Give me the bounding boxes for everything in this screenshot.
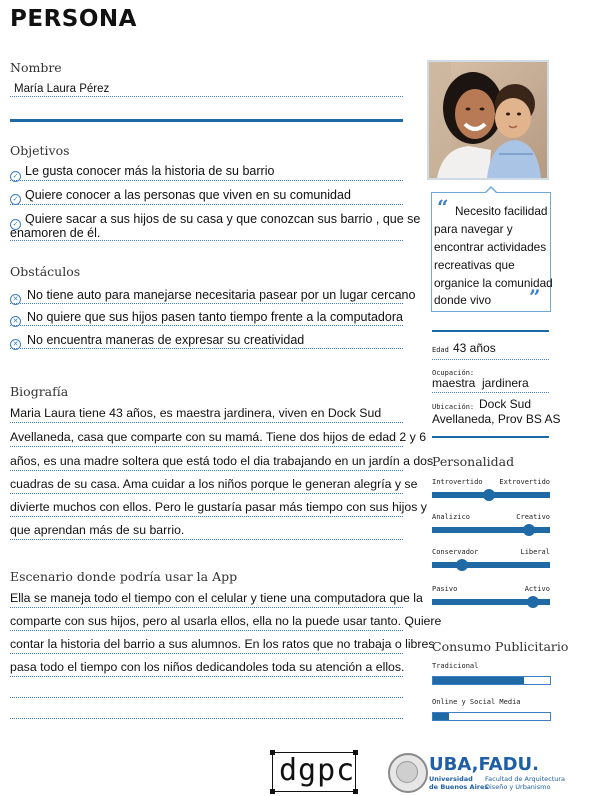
divider [432,392,549,393]
quote-pointer-inner [485,188,497,194]
seal-inner [396,761,418,783]
page-title: PERSONA [10,6,137,32]
biografia-line: años, es una madre soltera que está todo el dia trabajando en un jardín a dos [10,454,434,468]
divider [432,359,549,360]
divider [10,630,403,631]
objetivos-label: Objetivos [10,143,70,158]
ubicacion-label: Ubicación: [432,403,475,411]
nombre-label: Nombre [10,60,62,75]
obstaculo-item: No quiere que sus hijos pasen tanto tiempo frente a la computadora [27,310,403,324]
objetivo-item: Quiere conocer a las personas que viven en su comunidad [25,188,351,202]
divider [10,470,403,471]
consumo-label: Consumo Publicitario [432,639,569,654]
objetivo-item: Quiere sacar a sus hijos de su casa y que conozcan sus barrio , que se [25,212,421,226]
quote-line: recreativas que [434,258,515,272]
section-rule [432,436,549,438]
ubicacion-value: Dock Sud [479,397,532,411]
fadu-text: FADU. [478,754,540,775]
consumo-bar [432,712,551,721]
close-icon: ✕ [10,339,21,350]
slider-knob[interactable] [523,524,535,536]
divider [10,446,403,447]
ubicacion-value-2: Avellaneda, Prov BS AS [432,412,561,426]
divider [10,676,403,677]
dgpc-logo [272,752,356,792]
objetivo-item: enamoren de él. [10,226,101,240]
uni-line: de Buenos Aires [429,782,489,791]
slider-knob[interactable] [456,559,468,571]
check-icon: ✓ [10,171,21,182]
quote-line: Necesito facilidad [455,204,548,218]
consumo-bar [432,676,551,685]
quote-line: organice la comunidad [434,276,553,290]
slider-left-label: Analizico [432,513,470,521]
slider-left-label: Pasivo [432,585,458,593]
divider [10,653,403,654]
consumo-bar-label: Tradicional [432,662,479,670]
divider [10,422,403,423]
corner-mark [270,789,275,794]
fac-line: Diseño y Urbanismo [485,782,551,791]
divider [10,348,403,349]
divider [10,96,403,97]
check-icon: ✓ [10,219,21,230]
slider-track[interactable] [432,562,550,568]
escenario-line: Ella se maneja todo el tiempo con el celular y tiene una computadora que la [10,591,423,605]
consumo-bar-fill [433,677,524,684]
nombre-value: María Laura Pérez [14,83,110,95]
obstaculo-item: No encuentra maneras de expresar su creatividad [27,333,305,347]
section-rule [432,330,549,332]
consumo-bar-label: Online y Social Media [432,698,521,706]
uba-university [429,776,488,791]
uba-seal-icon [388,753,428,793]
slider-knob[interactable] [527,596,539,608]
quote-line: encontrar actividades [434,240,547,254]
divider [10,697,403,698]
slider-right-label: Extrovertido [499,478,550,486]
slider-left-label: Conservador [432,548,479,556]
obstaculo-item: No tiene auto para manejarse necesitaria pasear por un lugar cercano [27,288,416,302]
ocupacion-value: maestra jardinera [432,376,529,390]
corner-mark [353,789,358,794]
obstaculos-label: Obstáculos [10,264,81,279]
objetivo-item: Le gusta conocer más la historia de su barrio [25,164,275,178]
edad-value: 43 años [453,341,496,355]
edad-label: Edad [432,346,449,354]
close-quote-icon: ” [529,285,541,309]
escenario-line: contar la historia del barrio a sus alumnos. En los ratos que no trabaja o libres [10,637,435,651]
uba-text: UBA [429,754,472,775]
slider-right-label: Creativo [516,513,550,521]
slider-right-label: Activo [524,585,550,593]
slider-left-label: Introvertido [432,478,483,486]
open-quote-icon: “ [437,195,449,219]
biografia-line: cuadras de su casa. Ama cuidar a los niños porque le generan alegría y se [10,477,418,491]
section-rule [10,119,403,122]
uni-line: Universidad [429,775,473,783]
persona-photo [427,60,549,180]
divider [10,718,403,719]
personalidad-label: Personalidad [432,454,515,469]
close-icon: ✕ [10,294,21,305]
biografia-line: divierte muchos con ellos. Pero le gustaría pasar más tiempo con sus hijos y [10,500,427,514]
comma: , [471,754,479,775]
close-icon: ✕ [10,316,21,327]
slider-knob[interactable] [483,489,495,501]
fac-line: Facultad de Arquitectura [485,775,566,783]
uba-fadu-logo [429,754,539,775]
quote-line: para navegar y [434,222,513,236]
dgpc-text: dgpc [279,753,356,788]
escenario-label: Escenario donde podría usar la App [10,569,238,584]
check-icon: ✓ [10,194,21,205]
biografia-label: Biografía [10,384,69,399]
divider [10,516,403,517]
escenario-line: comparte con sus hijos, pero al usarla ellos, ella no la puede usar tanto. Quiere [10,614,442,628]
divider [10,325,403,326]
biografia-line: que aprendan más de su barrio. [10,523,185,537]
biografia-line: Avellaneda, casa que comparte con su mamá. Tiene dos hijos de edad 2 y 6 [10,430,427,444]
divider [10,539,403,540]
slider-right-label: Liberal [520,548,550,556]
divider [10,204,403,205]
corner-mark [270,750,275,755]
fadu-faculty [485,776,565,791]
escenario-line: pasa todo el tiempo con los niños dedicandoles toda su atención a ellos. [10,660,405,674]
divider [10,607,403,608]
divider [10,240,403,241]
biografia-line: Maria Laura tiene 43 años, es maestra jardinera, viven en Dock Sud [10,406,382,420]
quote-line: donde vivo [434,293,492,307]
divider [10,180,403,181]
divider [10,303,403,304]
ocupacion-label: Ocupación: [432,369,475,377]
consumo-bar-fill [433,713,449,720]
divider [10,493,403,494]
